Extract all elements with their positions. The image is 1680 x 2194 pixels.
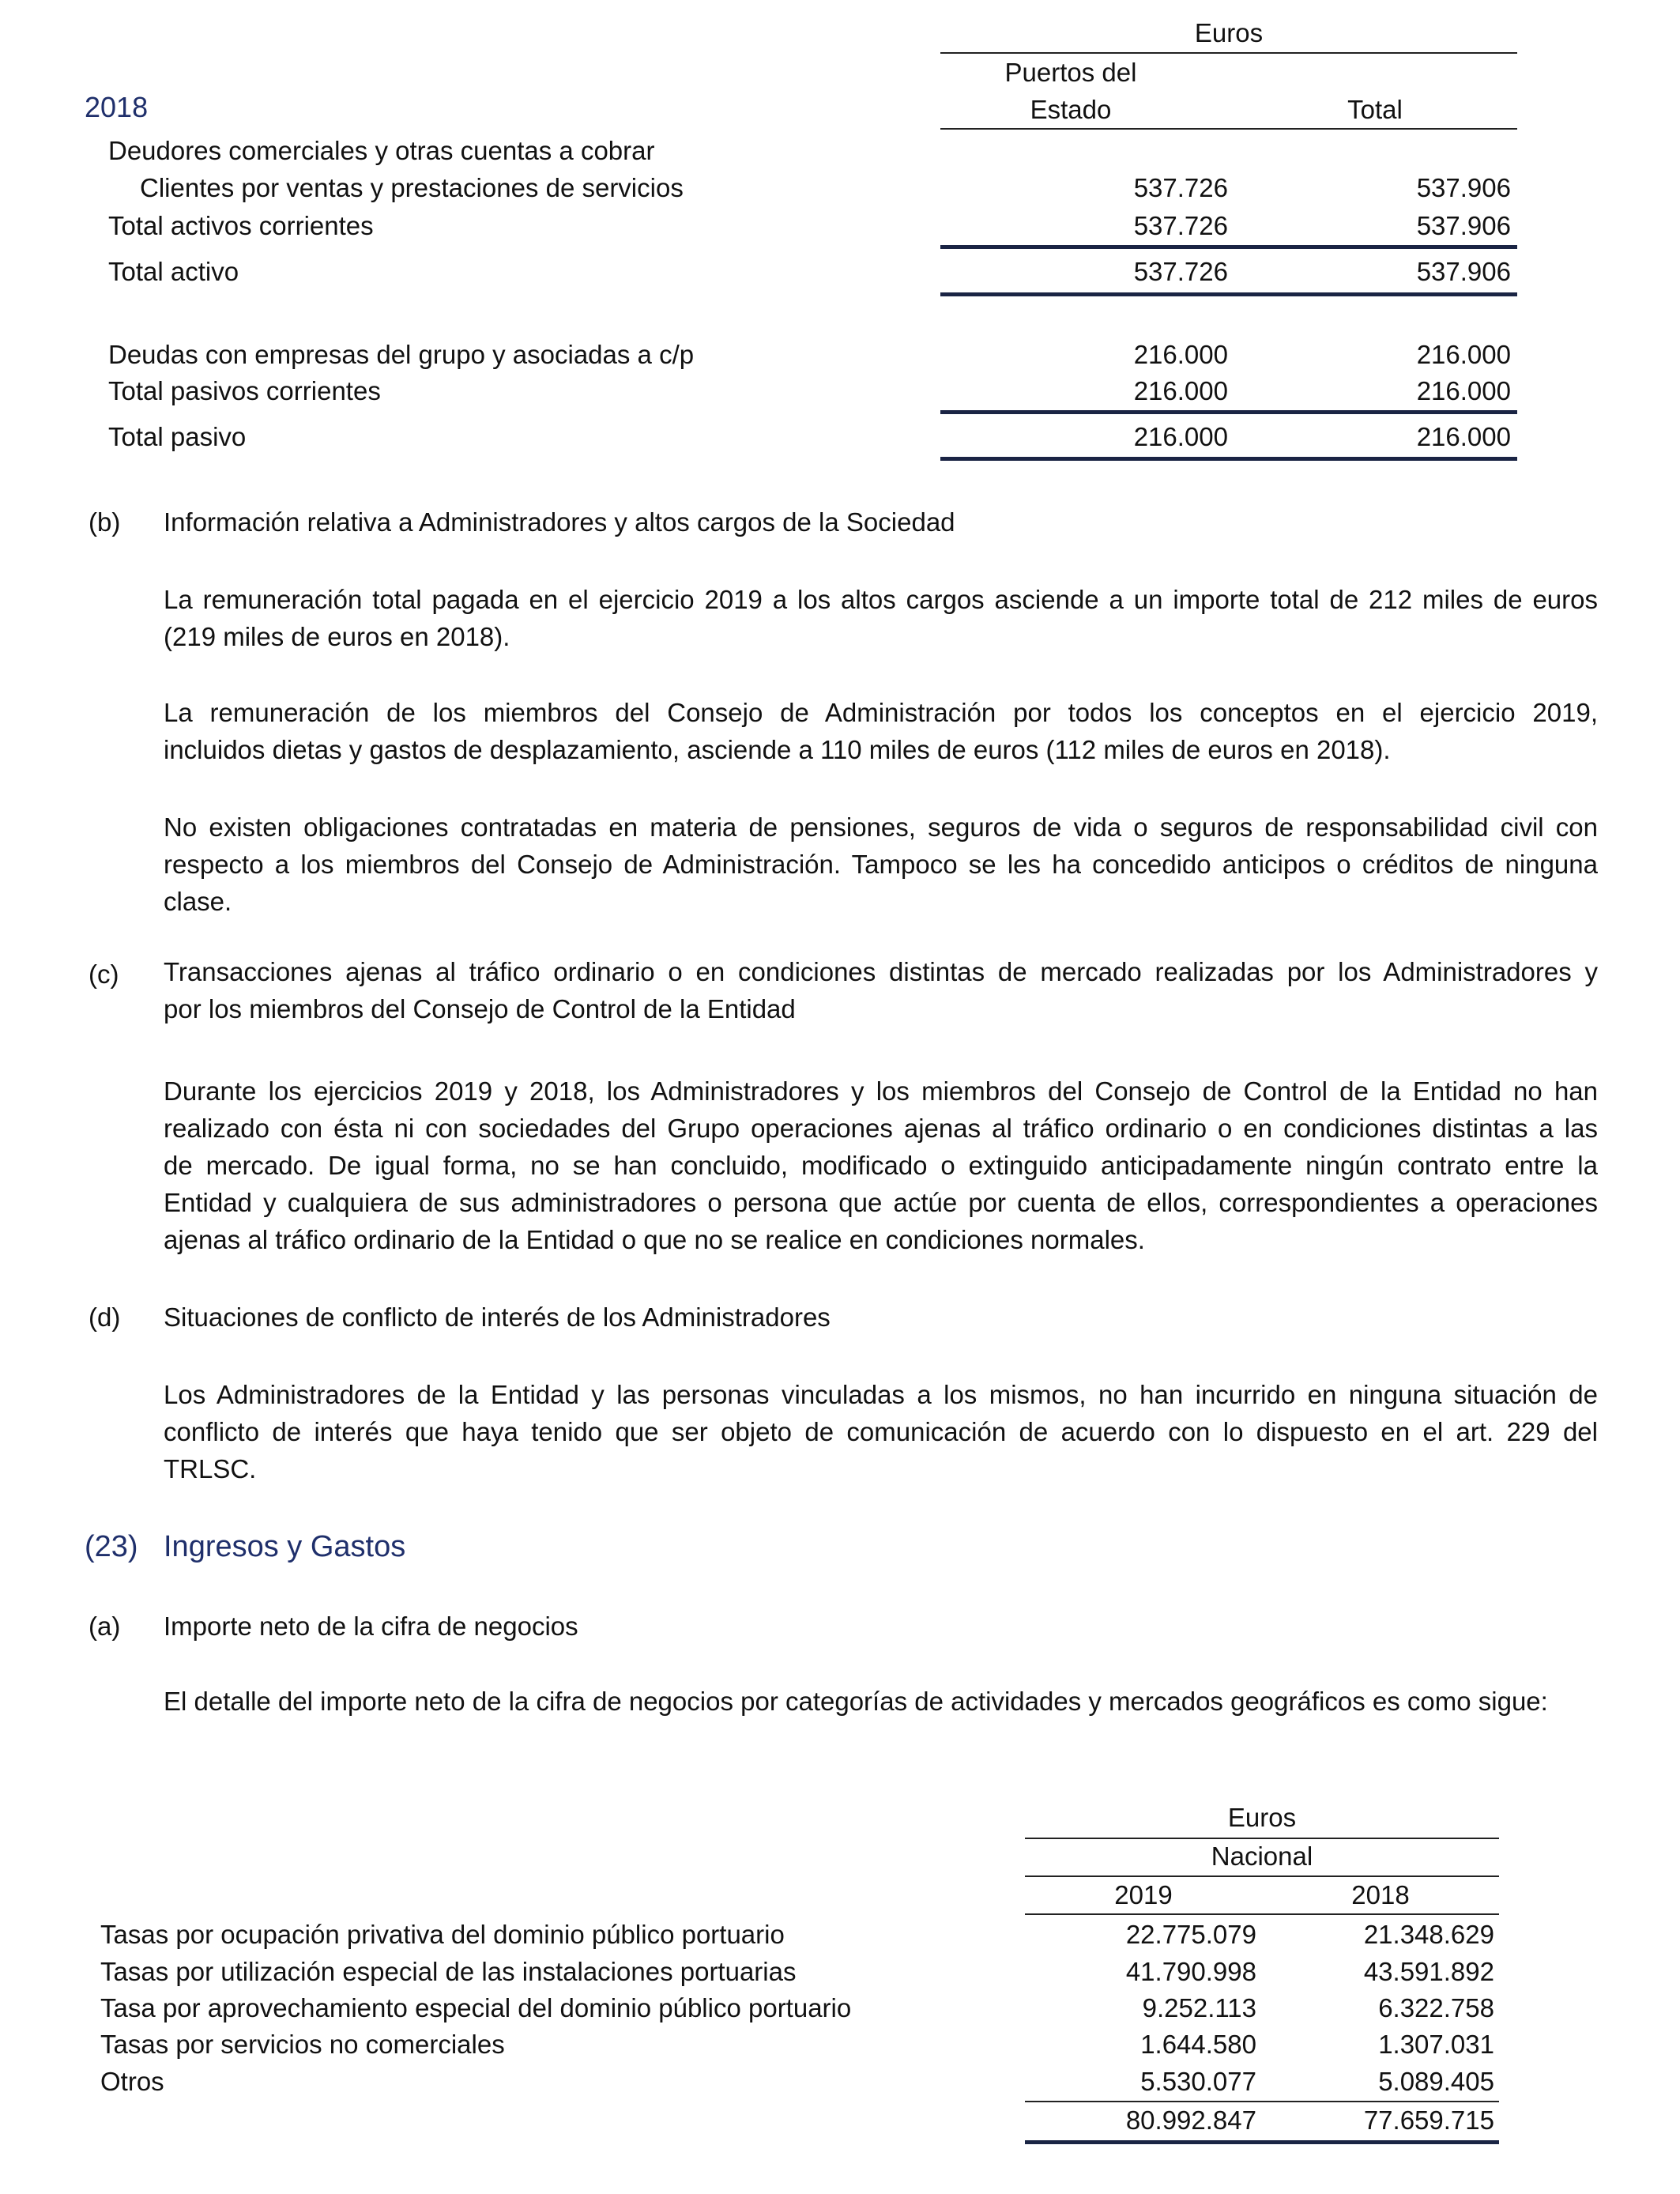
text-line: (219 miles de euros en 2018). xyxy=(164,622,510,651)
total-value: 80.992.847 xyxy=(1125,2105,1256,2135)
table-row-value: 22.775.079 xyxy=(1125,1920,1256,1949)
col-header-line2: Estado xyxy=(1030,95,1112,124)
row-label: Total activos corrientes xyxy=(108,211,374,240)
text-line: conflicto de interés que haya tenido que ser objeto de comunicación de acuerdo con lo dispuesto en el art. 229 del xyxy=(164,1417,1598,1446)
text-line: No existen obligaciones contratadas en materia de pensiones, seguros de vida o seguros de responsabilidad civil con xyxy=(164,812,1598,842)
text-line: Entidad y cualquiera de sus administradores o persona que actúe por cuenta de ellos, correspondientes a operaciones xyxy=(164,1188,1598,1217)
text-line: realizado con ésta ni con sociedades del Grupo operaciones ajenas al tráfico ordinario o en condiciones distintas a las xyxy=(164,1114,1598,1143)
total-rule xyxy=(940,245,1517,249)
row-value: 216.000 xyxy=(1133,422,1228,451)
header-bottom-rule xyxy=(940,128,1517,130)
text-line: Transacciones ajenas al tráfico ordinario o en condiciones distintas de mercado realizadas por los Administradores y xyxy=(164,957,1598,986)
year-header: 2018 xyxy=(1351,1880,1410,1909)
paragraph-b1 xyxy=(164,581,1598,655)
text-line: por los miembros del Consejo de Control de la Entidad xyxy=(164,994,796,1023)
total-bottom-rule xyxy=(1025,2140,1499,2144)
year-heading: 2018 xyxy=(85,91,149,123)
note-title: Ingresos y Gastos xyxy=(164,1530,406,1563)
section-marker-a: (a) xyxy=(89,1612,121,1641)
text-line: TRLSC. xyxy=(164,1454,257,1483)
paragraph-b2 xyxy=(164,694,1598,768)
table-row-value: 9.252.113 xyxy=(1142,1993,1256,2022)
col-header-line1: Puertos del xyxy=(1004,58,1137,87)
table-row-label: Tasas por servicios no comerciales xyxy=(100,2030,505,2059)
text-line: respecto a los miembros del Consejo de Administración. Tampoco se les ha concedido anticipos o créditos de ninguna xyxy=(164,850,1598,879)
text-line: Durante los ejercicios 2019 y 2018, los Administradores y los miembros del Consejo de Control de la Entidad no han xyxy=(164,1076,1598,1106)
header-rule xyxy=(1025,1875,1499,1877)
text-line: incluidos dietas y gastos de desplazamiento, asciende a 110 miles de euros (112 miles de euros en 2018). xyxy=(164,735,1391,764)
row-value: 216.000 xyxy=(1133,376,1228,405)
text-line: clase. xyxy=(164,887,232,916)
text-line: La remuneración total pagada en el ejercicio 2019 a los altos cargos asciende a un importe total de 212 miles de euros xyxy=(164,585,1598,614)
row-label: Deudas con empresas del grupo y asociadas a c/p xyxy=(108,340,695,369)
section-title-b: Información relativa a Administradores y altos cargos de la Sociedad xyxy=(164,507,955,537)
table-row-label: Otros xyxy=(100,2067,164,2096)
total-rule xyxy=(940,457,1517,461)
row-label: Clientes por ventas y prestaciones de servicios xyxy=(140,173,684,202)
table-row-value: 6.322.758 xyxy=(1378,1993,1494,2022)
paragraph-b3 xyxy=(164,809,1598,920)
market-header: Nacional xyxy=(1211,1842,1313,1871)
header-rule xyxy=(940,52,1517,54)
row-label: Total pasivo xyxy=(108,422,247,451)
table-row-value: 1.644.580 xyxy=(1140,2030,1256,2059)
total-rule xyxy=(940,410,1517,414)
table-row-value: 43.591.892 xyxy=(1363,1957,1494,1986)
row-value: 216.000 xyxy=(1416,422,1511,451)
note-number: (23) xyxy=(85,1530,138,1563)
table-row-label: Tasa por aprovechamiento especial del dominio público portuario xyxy=(100,1993,852,2022)
text-line: Los Administradores de la Entidad y las personas vinculadas a los mismos, no han incurrido en ninguna situación de xyxy=(164,1380,1598,1409)
table-row-label: Tasas por ocupación privativa del dominio público portuario xyxy=(100,1920,785,1949)
row-value: 216.000 xyxy=(1416,376,1511,405)
section-title-a: Importe neto de la cifra de negocios xyxy=(164,1612,578,1641)
row-label: Deudores comerciales y otras cuentas a cobrar xyxy=(108,136,655,165)
year-header: 2019 xyxy=(1114,1880,1173,1909)
row-value: 216.000 xyxy=(1416,340,1511,369)
row-label: Total activo xyxy=(108,257,239,286)
table-row-label: Tasas por utilización especial de las instalaciones portuarias xyxy=(100,1957,797,1986)
text-line: La remuneración de los miembros del Consejo de Administración por todos los conceptos en el ejercicio 2019, xyxy=(164,698,1598,727)
row-value: 537.726 xyxy=(1133,257,1228,286)
row-value: 537.906 xyxy=(1416,257,1511,286)
header-rule xyxy=(1025,1838,1499,1839)
paragraph-c1 xyxy=(164,1072,1598,1258)
row-value: 537.726 xyxy=(1133,211,1228,240)
section-marker-d: (d) xyxy=(89,1302,121,1332)
total-top-rule xyxy=(1025,2101,1499,2102)
table-row-value: 5.089.405 xyxy=(1378,2067,1494,2096)
section-title-c xyxy=(164,953,1598,1027)
text-line: ajenas al tráfico ordinario de la Entidad o que no se realice en condiciones normales. xyxy=(164,1225,1145,1254)
paragraph-d1 xyxy=(164,1376,1598,1487)
total-value: 77.659.715 xyxy=(1363,2105,1494,2135)
header-rule xyxy=(1025,1913,1499,1915)
currency-header: Euros xyxy=(1227,1803,1297,1832)
col-header-total: Total xyxy=(1347,95,1403,124)
section-title-d: Situaciones de conflicto de interés de los Administradores xyxy=(164,1302,831,1332)
row-value: 537.906 xyxy=(1416,211,1511,240)
section-marker-b: (b) xyxy=(89,507,121,537)
section-marker-c: (c) xyxy=(89,959,119,989)
row-label: Total pasivos corrientes xyxy=(108,376,381,405)
paragraph-a1: El detalle del importe neto de la cifra de negocios por categorías de actividades y mercados geográficos es como sigue: xyxy=(164,1687,1548,1716)
row-value: 216.000 xyxy=(1133,340,1228,369)
row-value: 537.906 xyxy=(1416,173,1511,202)
table-row-value: 1.307.031 xyxy=(1378,2030,1494,2059)
text-line: de mercado. De igual forma, no se han concluido, modificado o extinguido anticipadamente ningún contrato entre la xyxy=(164,1151,1598,1180)
table-row-value: 21.348.629 xyxy=(1363,1920,1494,1949)
row-value: 537.726 xyxy=(1133,173,1228,202)
total-rule xyxy=(940,292,1517,296)
currency-header: Euros xyxy=(1194,18,1264,47)
table-row-value: 41.790.998 xyxy=(1125,1957,1256,1986)
table-row-value: 5.530.077 xyxy=(1140,2067,1256,2096)
